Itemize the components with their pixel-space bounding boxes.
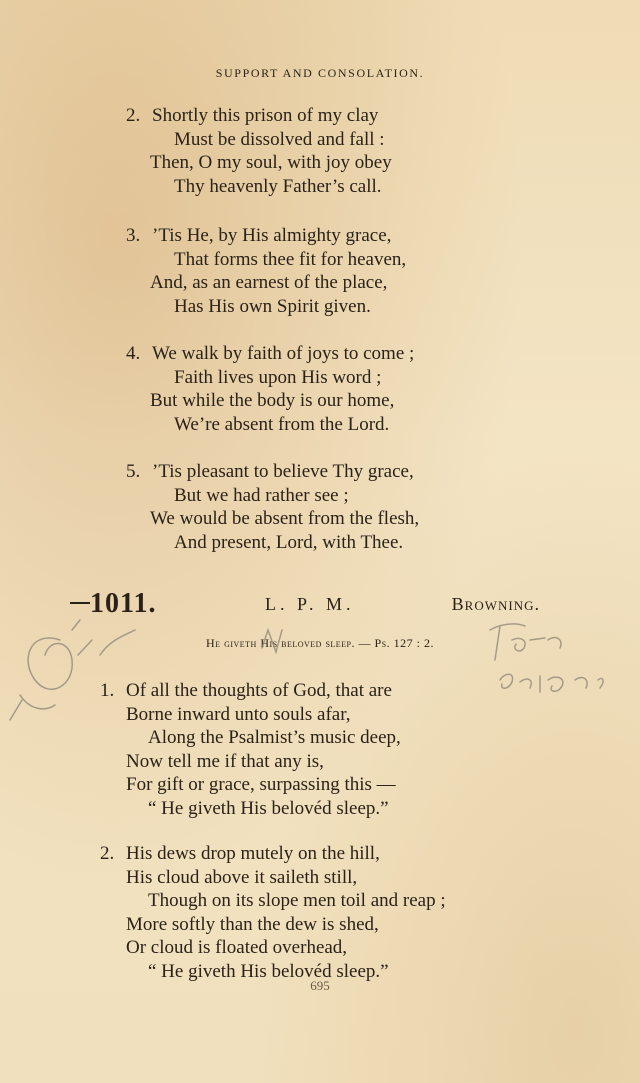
stanza-line: But while the body is our home, [150,390,395,411]
pencil-dash [70,602,90,604]
stanza-number: 1. [100,680,115,701]
stanza-line: His dews drop mutely on the hill, [126,843,380,864]
stanza-line: Or cloud is floated overhead, [126,937,348,958]
hymn-heading [70,588,540,618]
stanza-line: “ He giveth His belovéd sleep.” [148,960,389,982]
stanza-line: ’Tis He, by His almighty grace, [152,225,392,246]
stanza-prev-5 [126,460,419,554]
stanza-line: We walk by faith of joys to come ; [152,343,415,364]
stanza-number: 5. [126,461,141,482]
stanza-line: Of all the thoughts of God, that are [126,680,392,701]
stanza-line: But we had rather see ; [174,484,349,506]
stanza-line: Thy heavenly Father’s call. [174,175,382,197]
stanza-line: Borne inward unto souls afar, [126,703,351,725]
hymn-tune: Browning. [451,594,540,614]
running-head: SUPPORT AND CONSOLATION. [215,66,425,80]
hymn-stanza-1 [100,679,401,820]
page-number: 695 [310,978,330,993]
stanza-line: Though on its slope men toil and reap ; [148,890,446,911]
stanza-line: Along the Psalmist’s music deep, [148,727,401,748]
stanza-number: 4. [126,343,141,364]
stanza-line: That forms thee fit for heaven, [174,248,407,270]
hymn-stanza-2 [100,842,446,983]
stanza-number: 2. [126,105,141,126]
stanza-line: ’Tis pleasant to believe Thy grace, [152,461,414,482]
hymn-epigraph: He giveth His beloved sleep. — Ps. 127 : 2. [206,636,434,650]
stanza-line: More softly than the dew is shed, [126,913,379,935]
stanza-line: Faith lives upon His word ; [174,366,382,388]
stanza-line: Now tell me if that any is, [126,750,324,772]
stanza-prev-4 [126,342,414,436]
stanza-line: And present, Lord, with Thee. [174,531,404,553]
stanza-number: 2. [100,843,115,864]
stanza-line: Has His own Spirit given. [174,295,371,317]
stanza-number: 3. [126,225,141,246]
stanza-line: Must be dissolved and fall : [174,128,385,150]
stanza-line: And, as an earnest of the place, [150,272,388,293]
stanza-prev-3 [126,224,406,318]
hymn-number: 1011. [90,588,157,619]
stanza-line: His cloud above it saileth still, [126,866,358,888]
stanza-prev-2 [126,104,392,198]
stanza-line: “ He giveth His belovéd sleep.” [148,797,389,819]
stanza-line: Shortly this prison of my clay [152,105,379,126]
stanza-line: For gift or grace, surpassing this — [126,774,396,795]
hymn-meter: L. P. M. [265,594,355,614]
stanza-line: We would be absent from the flesh, [150,508,420,529]
stanza-line: Then, O my soul, with joy obey [150,152,392,173]
stanza-line: We’re absent from the Lord. [174,413,390,435]
